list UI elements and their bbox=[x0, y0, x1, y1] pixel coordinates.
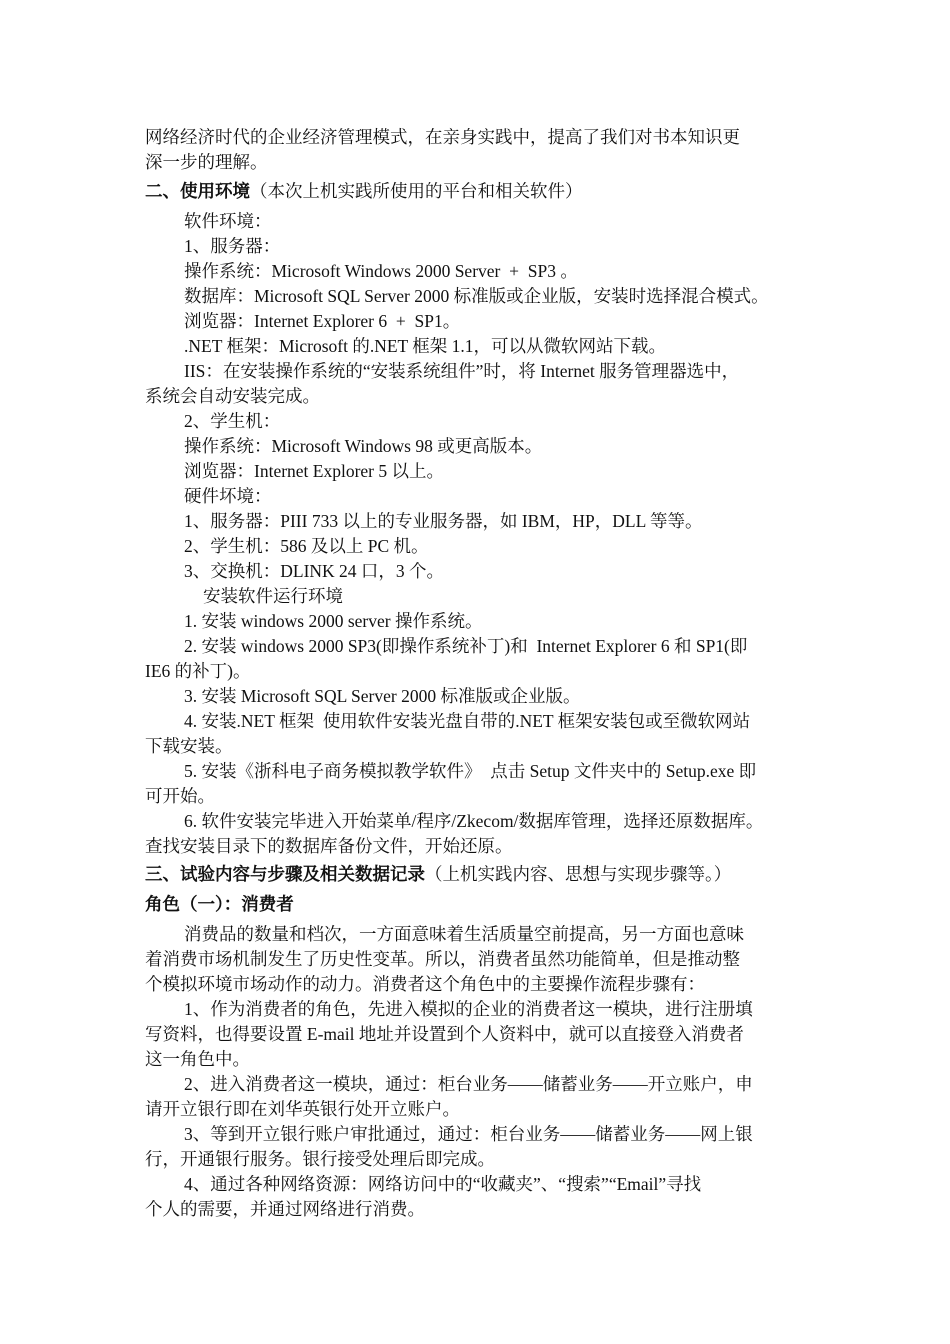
paragraph-line: 2、进入消费者这一模块，通过：柜台业务——储蓄业务——开立账户，申 bbox=[184, 1074, 753, 1094]
paragraph-line: 系统会自动安装完成。 bbox=[145, 386, 320, 406]
paragraph-line: 3、交换机：DLINK 24 口，3 个。 bbox=[184, 561, 445, 581]
paragraph-line: 数据库：Microsoft SQL Server 2000 标准版或企业版，安装时选择混合模式。 bbox=[184, 286, 769, 306]
paragraph-line: 查找安装目录下的数据库备份文件，开始还原。 bbox=[145, 836, 513, 856]
paragraph-line: 1、服务器： bbox=[184, 236, 281, 256]
paragraph-line: 着消费市场机制发生了历史性变革。所以，消费者虽然功能简单，但是推动整 bbox=[145, 949, 740, 969]
paragraph-line: IE6 的补丁)。 bbox=[145, 661, 251, 681]
role-heading: 角色（一）：消费者 bbox=[145, 894, 294, 914]
paragraph-line: 请开立银行即在刘华英银行处开立账户。 bbox=[145, 1099, 460, 1119]
paragraph-line: 5. 安装《浙科电子商务模拟教学软件》 点击 Setup 文件夹中的 Setup.exe 即 bbox=[184, 761, 757, 781]
paragraph-line: 深一步的理解。 bbox=[145, 152, 268, 172]
paragraph-line: 网络经济时代的企业经济管理模式，在亲身实践中，提高了我们对书本知识更 bbox=[145, 127, 740, 147]
paragraph-line: 写资料，也得要设置 E-mail 地址并设置到个人资料中，就可以直接登入消费者 bbox=[145, 1024, 744, 1044]
paragraph-line: 4、通过各种网络资源：网络访问中的“收藏夹”、“搜索”“Email”寻找 bbox=[184, 1174, 702, 1194]
section-heading-experiment bbox=[145, 862, 731, 887]
paragraph-line: 浏览器：Internet Explorer 5 以上。 bbox=[184, 461, 445, 481]
paragraph-line: 硬件坏境： bbox=[184, 486, 272, 506]
paragraph-line: 1、服务器：PIII 733 以上的专业服务器，如 IBM，HP，DLL 等等。 bbox=[184, 511, 703, 531]
heading-bold-text: 二、使用环境 bbox=[145, 181, 250, 201]
paragraph-line: 浏览器：Internet Explorer 6 + SP1。 bbox=[184, 311, 461, 331]
paragraph-line: 2、学生机：586 及以上 PC 机。 bbox=[184, 536, 429, 556]
section-heading-environment bbox=[145, 179, 583, 204]
paragraph-line: 2. 安装 windows 2000 SP3(即操作系统补丁)和 Internet Explorer 6 和 SP1(即 bbox=[184, 636, 748, 656]
paragraph-line: 3. 安装 Microsoft SQL Server 2000 标准版或企业版。 bbox=[184, 686, 581, 706]
paragraph-line: 操作系统：Microsoft Windows 2000 Server + SP3 。 bbox=[184, 261, 578, 281]
paragraph-line: 可开始。 bbox=[145, 786, 215, 806]
paragraph-line: 个模拟环境市场动作的动力。消费者这个角色中的主要操作流程步骤有： bbox=[145, 974, 705, 994]
paragraph-line: 安装软件运行环境 bbox=[203, 586, 343, 606]
paragraph-line: 6. 软件安装完毕进入开始菜单/程序/Zkecom/数据库管理，选择还原数据库。 bbox=[184, 811, 764, 831]
paragraph-line: 2、学生机： bbox=[184, 411, 281, 431]
paragraph-line: 下载安装。 bbox=[145, 736, 233, 756]
paragraph-line: 这一角色中。 bbox=[145, 1049, 250, 1069]
paragraph-line: .NET 框架：Microsoft 的.NET 框架 1.1，可以从微软网站下载。 bbox=[184, 336, 667, 356]
heading-normal-text: （本次上机实践所使用的平台和相关软件） bbox=[250, 181, 583, 201]
paragraph-line: 操作系统：Microsoft Windows 98 或更高版本。 bbox=[184, 436, 543, 456]
paragraph-line: 3、等到开立银行账户审批通过，通过：柜台业务——储蓄业务——网上银 bbox=[184, 1124, 753, 1144]
paragraph-line: 4. 安装.NET 框架 使用软件安装光盘自带的.NET 框架安装包或至微软网站 bbox=[184, 711, 751, 731]
heading-normal-text: （上机实践内容、思想与实现步骤等。） bbox=[425, 864, 732, 884]
paragraph-line: 消费品的数量和档次，一方面意味着生活质量空前提高，另一方面也意味 bbox=[184, 924, 744, 944]
paragraph-line: 1、作为消费者的角色，先进入模拟的企业的消费者这一模块，进行注册填 bbox=[184, 999, 753, 1019]
paragraph-line: 1. 安装 windows 2000 server 操作系统。 bbox=[184, 611, 483, 631]
paragraph-line: 行，开通银行服务。银行接受处理后即完成。 bbox=[145, 1149, 495, 1169]
paragraph-line: 个人的需要，并通过网络进行消费。 bbox=[145, 1199, 425, 1219]
heading-bold-text: 三、试验内容与步骤及相关数据记录 bbox=[145, 864, 425, 884]
paragraph-line: IIS：在安装操作系统的“安装系统组件”时，将 Internet 服务管理器选中， bbox=[184, 361, 740, 381]
paragraph-line: 软件环境： bbox=[184, 211, 272, 231]
